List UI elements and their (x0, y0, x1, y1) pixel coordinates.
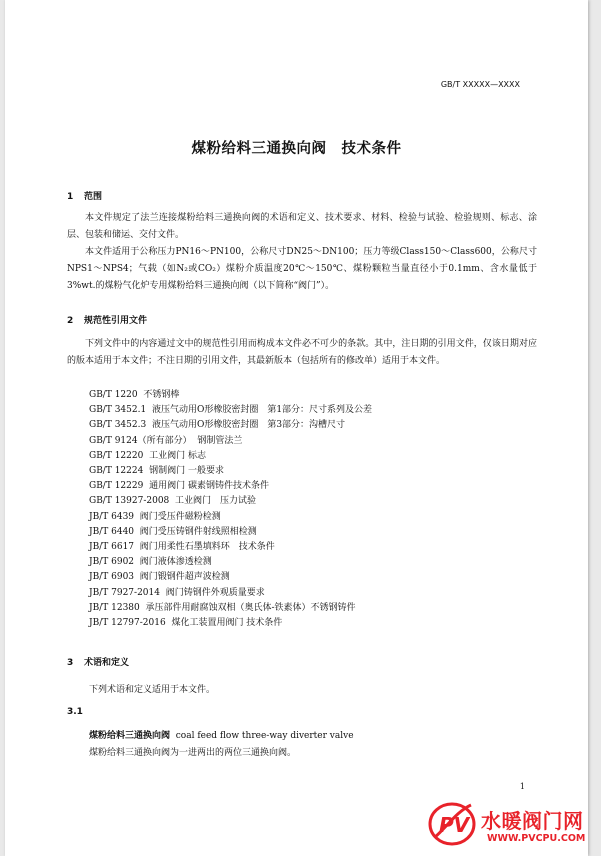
reference-item (89, 417, 345, 430)
reference-title: 钢制阀门 一般要求 (149, 466, 224, 476)
reference-code: JB/T 6440 (89, 526, 135, 537)
reference-code: GB/T 1220 (89, 390, 138, 400)
section-2-number: 2 (67, 316, 74, 326)
term-number: 3.1 (67, 707, 83, 717)
reference-code: GB/T 13927-2008 (89, 496, 170, 507)
reference-code: GB/T 9124（所有部分） (89, 435, 192, 446)
reference-title: 钢制管法兰 (197, 435, 243, 446)
reference-item (89, 585, 265, 598)
scope-paragraph-2: 本文件适用于公称压力PN16～PN100，公称尺寸DN25～DN100；压力等级Class150～Class600，公称尺寸NPS1～NPS4；气载（如N₂或CO₂）煤粉介质温度20℃～150℃、煤粉颗粒当量直径小于0.1mm、含水量低于3%wt.的煤粉气化炉专用煤粉给料三通换向阀（以下简称“阀门”）。 (67, 247, 537, 291)
reference-item (89, 463, 224, 476)
reference-title: 阀门铸钢件外观质量要求 (165, 587, 265, 598)
watermark-logo (427, 793, 597, 853)
scope-paragraph-1: 本文件规定了法兰连接煤粉给料三通换向阀的术语和定义、技术要求、材料、检验与试验、检验规则、标志、涂层、包装和储运、交付文件。 (67, 213, 537, 240)
section-1-number: 1 (67, 192, 74, 202)
document-page (5, 0, 588, 856)
reference-item (89, 524, 257, 537)
reference-code: JB/T 12380 (89, 602, 140, 613)
reference-title: 煤化工装置用阀门 技术条件 (171, 618, 283, 628)
section-2-title: 规范性引用文件 (84, 316, 148, 326)
reference-item (89, 569, 230, 582)
reference-code: JB/T 6902 (89, 557, 135, 568)
reference-title: 液压气动用O形橡胶密封圈 第3部分：沟槽尺寸 (151, 420, 346, 431)
reference-code: JB/T 6617 (89, 542, 135, 552)
reference-code: JB/T 7927-2014 (89, 587, 160, 598)
reference-title: 阀门用柔性石墨填料环 技术条件 (139, 542, 275, 552)
terms-intro: 下列术语和定义适用于本文件。 (89, 685, 216, 695)
reference-item (89, 600, 356, 613)
reference-title: 阀门受压铸钢件射线照相检测 (139, 526, 257, 537)
reference-title: 阀门液体渗透检测 (139, 557, 212, 568)
term-chinese: 煤粉给料三通换向阀 (89, 731, 171, 741)
reference-code: GB/T 12229 (89, 481, 144, 492)
reference-title: 承压部件用耐腐蚀双相（奥氏体-铁素体）不锈钢铸件 (145, 602, 356, 613)
term-definition: 煤粉给料三通换向阀为一进两出的两位三通换向阀。 (89, 748, 297, 758)
standard-code: GB/T XXXXX—XXXX (440, 80, 520, 89)
reference-title: 阀门受压件磁粉检测 (139, 511, 221, 522)
reference-item (89, 539, 275, 552)
reference-title: 工业阀门 标志 (149, 450, 206, 461)
section-3-number: 3 (67, 658, 74, 668)
reference-title: 液压气动用O形橡胶密封圈 第1部分：尺寸系列及公差 (151, 405, 373, 416)
logo-mark-text: PV (439, 813, 470, 837)
reference-item (89, 554, 212, 567)
reference-item (89, 402, 372, 415)
section-1-title: 范围 (84, 192, 103, 202)
reference-item (89, 387, 179, 400)
reference-code: JB/T 12797-2016 (89, 618, 166, 628)
reference-code: JB/T 6903 (89, 572, 135, 583)
document-title: 煤粉给料三通换向阀 技术条件 (191, 141, 402, 157)
section-2-heading (67, 313, 147, 326)
reference-title: 工业阀门 压力试验 (175, 496, 257, 507)
watermark-url: WWW.PVCPU.COM (487, 833, 586, 844)
section-3-title: 术语和定义 (84, 658, 130, 668)
reference-title: 阀门锻钢件超声波检测 (139, 572, 230, 583)
section-3-heading (67, 655, 129, 668)
term-english: coal feed flow three-way diverter valve (175, 731, 354, 741)
reference-code: JB/T 6439 (89, 511, 135, 522)
reference-code: GB/T 12220 (89, 450, 144, 461)
reference-title: 通用阀门 碳素钢铸件技术条件 (149, 481, 269, 492)
reference-code: GB/T 12224 (89, 466, 144, 476)
references-intro: 下列文件中的内容通过文中的规范性引用而构成本文件必不可少的条款。其中，注日期的引用文件，仅该日期对应的版本适用于本文件；不注日期的引用文件，其最新版本（包括所有的修改单）适用于本文件。 (67, 339, 537, 366)
reference-code: GB/T 3452.1 (89, 405, 147, 416)
page-number: 1 (519, 782, 525, 791)
watermark-brand: 水暖阀门网 (481, 809, 584, 833)
reference-item (89, 615, 282, 628)
reference-title: 不锈钢棒 (143, 390, 180, 400)
term-entry (89, 728, 354, 745)
reference-item (89, 433, 242, 446)
reference-item (89, 478, 269, 491)
reference-item (89, 493, 256, 506)
reference-item (89, 509, 221, 522)
reference-item (89, 448, 206, 461)
section-1-heading (67, 189, 102, 202)
reference-code: GB/T 3452.3 (89, 420, 147, 431)
pv-logo-icon (427, 799, 477, 849)
